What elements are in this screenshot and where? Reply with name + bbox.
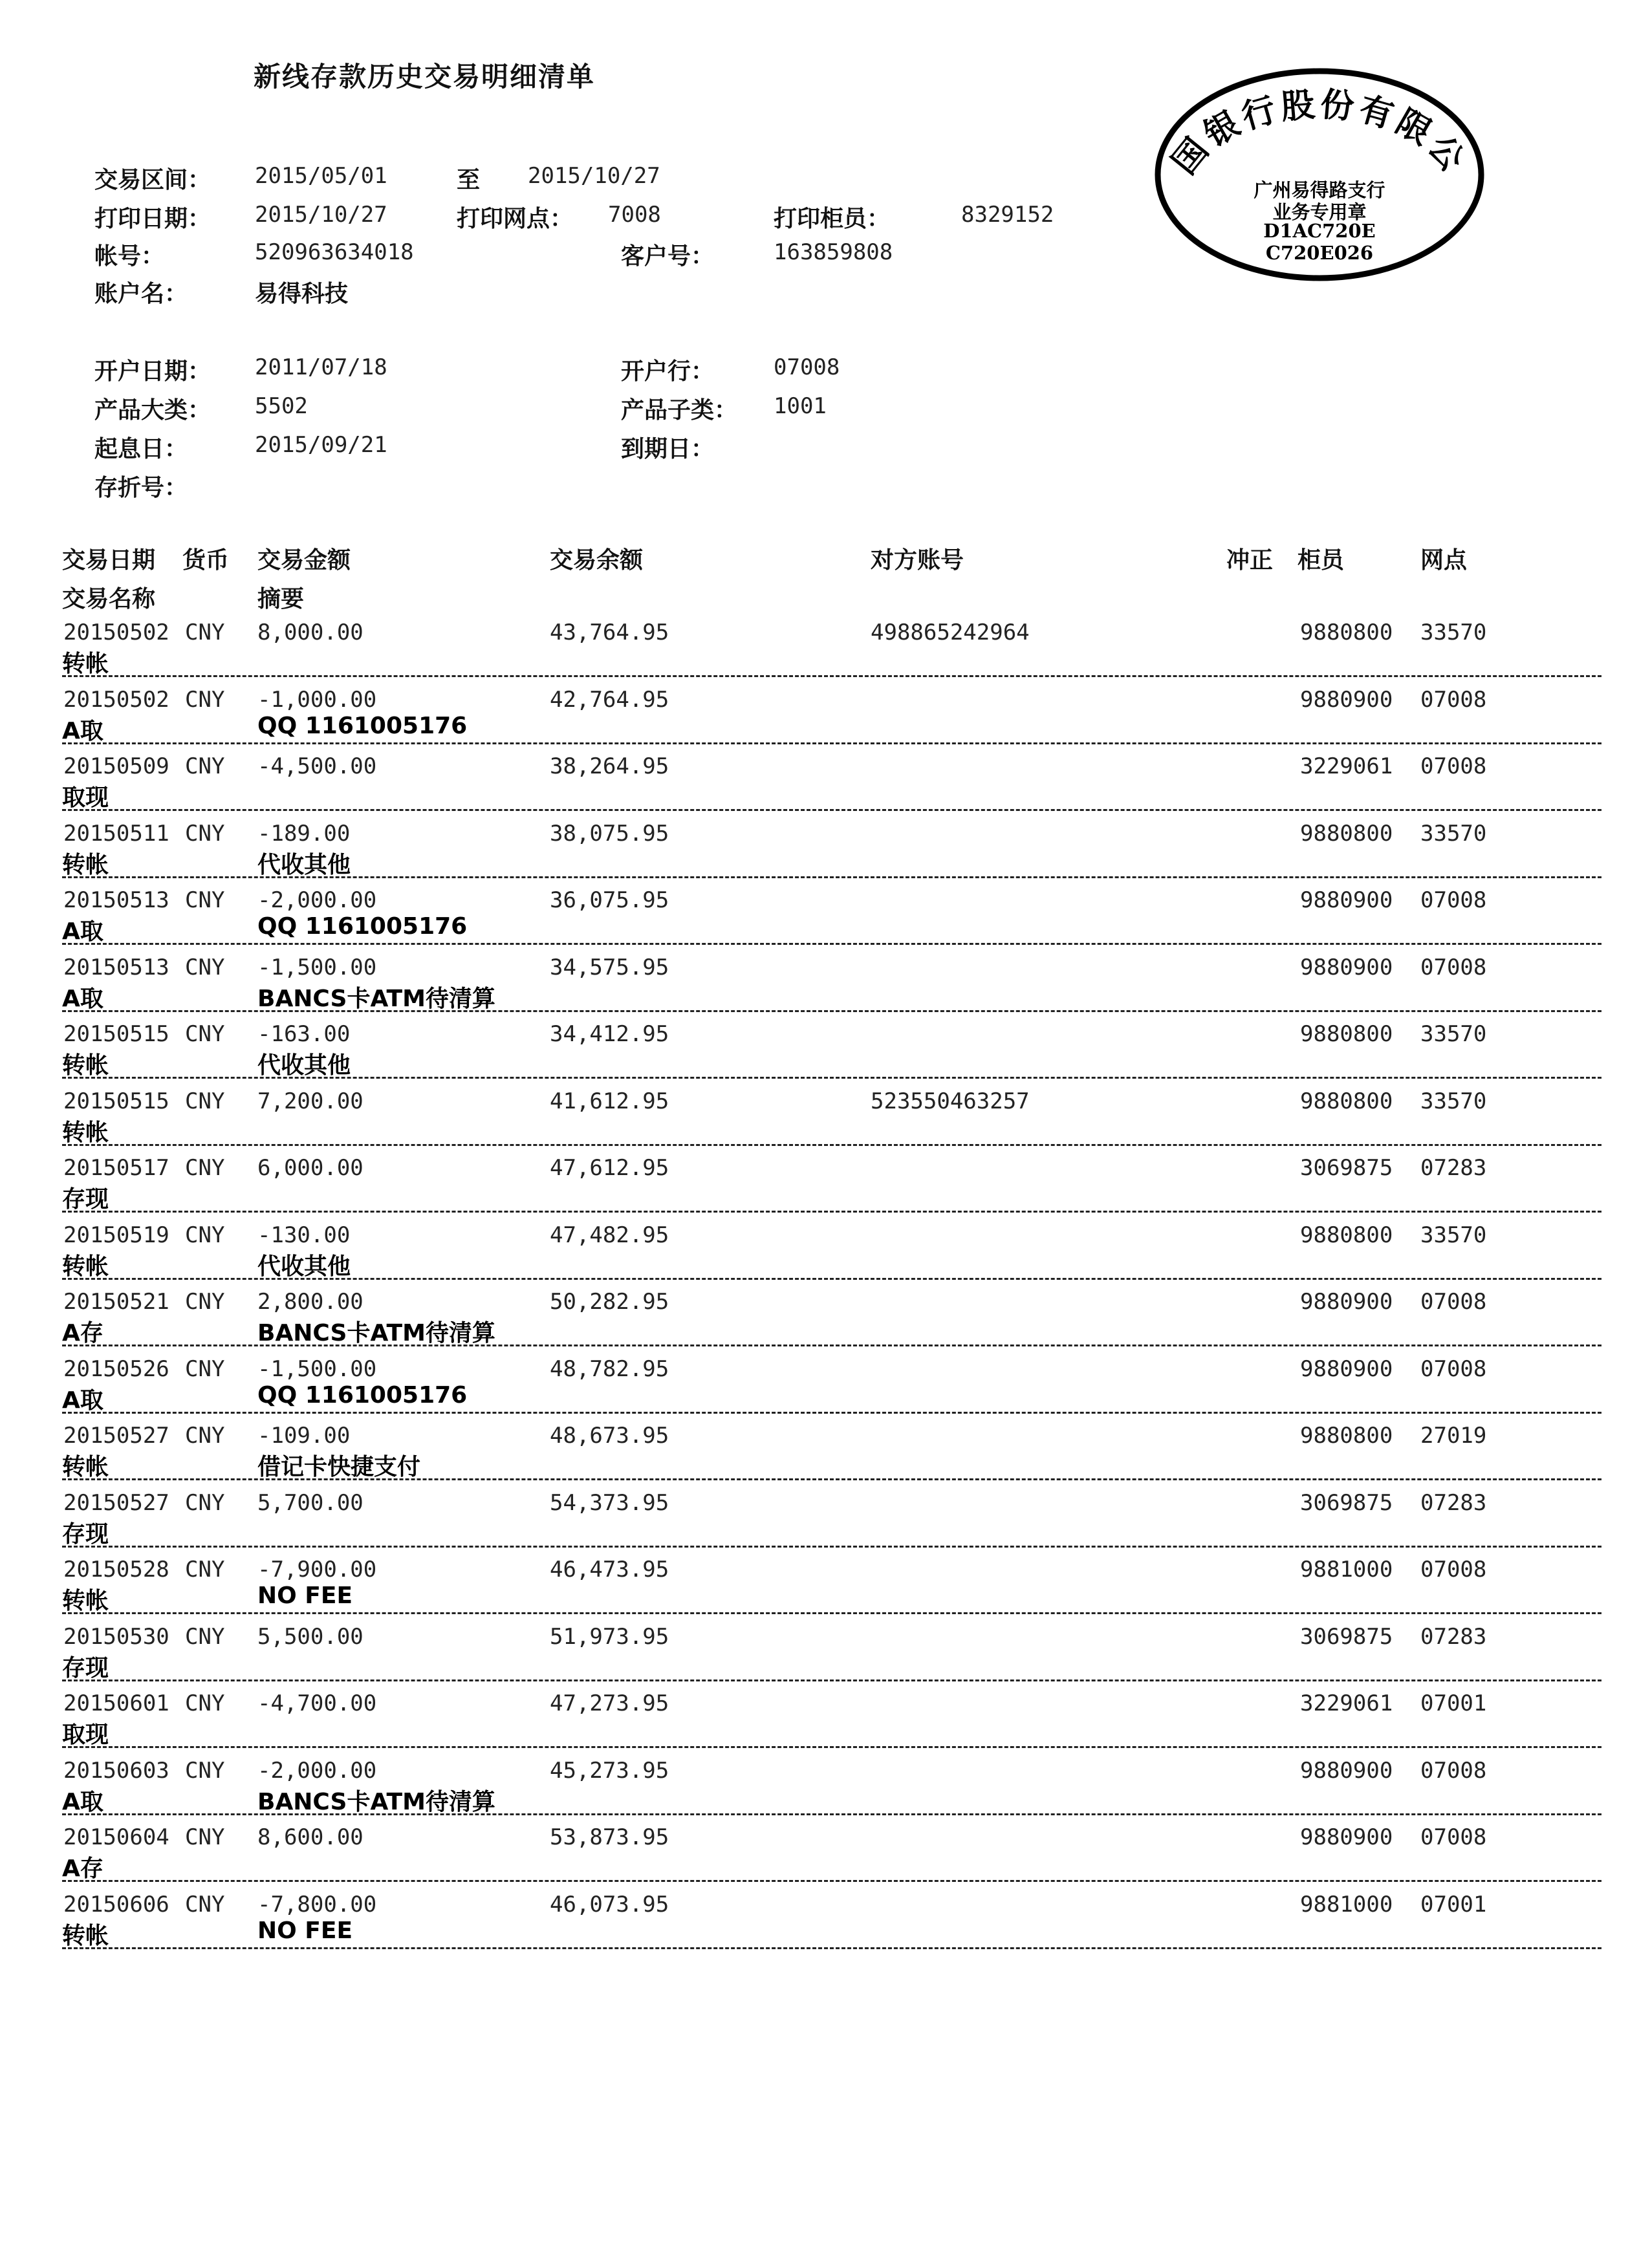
cell-currency: CNY — [185, 1824, 225, 1850]
cell-date: 20150604 — [63, 1824, 169, 1850]
row-divider — [62, 1077, 1601, 1079]
row-divider — [62, 1211, 1601, 1213]
cell-balance: 47,273.95 — [550, 1690, 669, 1716]
cell-balance: 48,782.95 — [550, 1355, 669, 1382]
cell-branch: 07008 — [1420, 686, 1487, 713]
cell-tx-name: 存现 — [62, 1654, 109, 1681]
cell-currency: CNY — [185, 1222, 225, 1248]
cell-balance: 36,075.95 — [550, 887, 669, 913]
cell-amount: -2,000.00 — [257, 1757, 377, 1784]
cell-currency: CNY — [185, 1891, 225, 1917]
cell-date: 20150502 — [63, 620, 169, 645]
cell-currency: CNY — [185, 1423, 225, 1449]
cell-branch: 07008 — [1420, 1355, 1487, 1382]
cell-date: 20150601 — [63, 1690, 169, 1716]
cell-branch: 07283 — [1420, 1489, 1487, 1516]
seal-code-2: C720E026 — [1265, 242, 1374, 264]
account-name-label: 账户名： — [94, 280, 188, 307]
cell-amount: 6,000.00 — [257, 1155, 364, 1181]
cell-summary: BANCS卡ATM待清算 — [257, 985, 495, 1012]
cell-tx-name: 转帐 — [62, 851, 109, 878]
row-divider — [62, 1144, 1601, 1146]
cell-teller: 9880800 — [1300, 820, 1393, 847]
cell-branch: 33570 — [1420, 1021, 1487, 1047]
product-cat-label: 产品大类： — [94, 396, 212, 424]
cell-branch: 07008 — [1420, 1757, 1487, 1784]
customer-no-label: 客户号： — [621, 243, 715, 270]
cell-amount: -1,500.00 — [257, 1355, 377, 1382]
open-bank-label: 开户行： — [621, 358, 715, 385]
cell-currency: CNY — [185, 887, 225, 913]
cell-tx-name: 取现 — [62, 1722, 109, 1748]
cell-teller: 9880900 — [1300, 954, 1393, 980]
open-bank: 07008 — [774, 354, 840, 380]
cell-date: 20150521 — [63, 1289, 169, 1315]
seal-branch-name: 广州易得路支行 — [1254, 179, 1385, 201]
col-teller-header: 柜员 — [1297, 546, 1345, 574]
cell-date: 20150513 — [63, 887, 169, 913]
row-divider — [62, 742, 1601, 744]
table-row — [0, 1150, 1650, 1217]
cell-branch: 07008 — [1420, 954, 1487, 980]
cell-teller: 3069875 — [1300, 1155, 1393, 1181]
seal-code-1: D1AC720E — [1263, 220, 1376, 242]
cell-branch: 07283 — [1420, 1623, 1487, 1650]
cell-balance: 53,873.95 — [550, 1824, 669, 1850]
row-divider — [62, 1813, 1601, 1815]
row-divider — [62, 1546, 1601, 1548]
cell-branch: 07008 — [1420, 753, 1487, 779]
table-row — [0, 1753, 1650, 1820]
table-row — [0, 1886, 1650, 1954]
cell-date: 20150527 — [63, 1423, 169, 1449]
cell-currency: CNY — [185, 1021, 225, 1047]
cell-amount: -4,700.00 — [257, 1690, 377, 1716]
cell-amount: -189.00 — [257, 820, 351, 847]
row-divider — [62, 1278, 1601, 1280]
cell-branch: 07008 — [1420, 887, 1487, 913]
cell-balance: 45,273.95 — [550, 1757, 669, 1784]
cell-tx-name: 转帐 — [62, 651, 109, 677]
cell-balance: 48,673.95 — [550, 1423, 669, 1449]
cell-branch: 33570 — [1420, 820, 1487, 847]
cell-balance: 46,473.95 — [550, 1557, 669, 1582]
cell-summary: 代收其他 — [257, 1052, 351, 1079]
cell-teller: 9880800 — [1300, 1423, 1393, 1449]
cell-balance: 38,264.95 — [550, 753, 669, 779]
table-row — [0, 815, 1650, 883]
print-date: 2015/10/27 — [255, 202, 387, 228]
cell-teller: 9880800 — [1300, 1088, 1393, 1114]
cell-currency: CNY — [185, 1289, 225, 1315]
cell-amount: 5,500.00 — [257, 1623, 364, 1650]
cell-branch: 07008 — [1420, 1824, 1487, 1850]
cell-teller: 9881000 — [1300, 1557, 1393, 1582]
cell-tx-name: 转帐 — [62, 1119, 109, 1146]
cell-balance: 54,373.95 — [550, 1489, 669, 1516]
cell-summary: 借记卡快捷支付 — [257, 1454, 421, 1480]
cell-currency: CNY — [185, 620, 225, 645]
cell-counterparty: 523550463257 — [871, 1088, 1030, 1114]
cell-summary: NO FEE — [257, 1582, 353, 1609]
cell-balance: 47,612.95 — [550, 1155, 669, 1181]
cell-tx-name: 存现 — [62, 1186, 109, 1213]
cell-branch: 07283 — [1420, 1155, 1487, 1181]
account-name: 易得科技 — [255, 280, 349, 307]
cell-tx-name: A取 — [62, 985, 103, 1012]
print-teller: 8329152 — [961, 202, 1054, 228]
cell-currency: CNY — [185, 1355, 225, 1382]
cell-tx-name: A取 — [62, 1387, 103, 1414]
cell-branch: 07008 — [1420, 1557, 1487, 1582]
cell-branch: 33570 — [1420, 620, 1487, 645]
product-cat: 5502 — [255, 393, 308, 419]
row-divider — [62, 876, 1601, 878]
document-title: 新线存款历史交易明细清单 — [254, 61, 596, 92]
print-date-label: 打印日期： — [94, 205, 212, 232]
seal-ring-text: 国银行股份有限公 — [1164, 84, 1475, 182]
cell-balance: 51,973.95 — [550, 1623, 669, 1650]
cell-date: 20150515 — [63, 1021, 169, 1047]
cell-date: 20150517 — [63, 1155, 169, 1181]
cell-counterparty: 498865242964 — [871, 620, 1030, 645]
open-date: 2011/07/18 — [255, 354, 387, 380]
range-label: 交易区间： — [94, 166, 212, 193]
account-no: 520963634018 — [255, 239, 414, 265]
cell-summary: QQ 1161005176 — [257, 913, 468, 940]
cell-amount: -163.00 — [257, 1021, 351, 1047]
cell-branch: 27019 — [1420, 1423, 1487, 1449]
table-row — [0, 1083, 1650, 1150]
print-branch-label: 打印网点： — [457, 205, 574, 232]
product-sub-label: 产品子类： — [621, 396, 738, 424]
cell-tx-name: 取现 — [62, 784, 109, 811]
cell-teller: 3069875 — [1300, 1489, 1393, 1516]
cell-currency: CNY — [185, 820, 225, 847]
table-row — [0, 1016, 1650, 1083]
cell-date: 20150528 — [63, 1557, 169, 1582]
cell-tx-name: 转帐 — [62, 1922, 109, 1949]
table-row — [0, 748, 1650, 815]
seal-purpose: 业务专用章 — [1272, 201, 1367, 223]
cell-amount: -1,000.00 — [257, 686, 377, 713]
cell-balance: 38,075.95 — [550, 820, 669, 847]
cell-teller: 9880800 — [1300, 1021, 1393, 1047]
table-row — [0, 1217, 1650, 1284]
cell-currency: CNY — [185, 1489, 225, 1516]
cell-branch: 33570 — [1420, 1088, 1487, 1114]
cell-tx-name: A存 — [62, 1320, 103, 1346]
cell-summary: QQ 1161005176 — [257, 1381, 468, 1409]
cell-summary: 代收其他 — [257, 1253, 351, 1280]
cell-currency: CNY — [185, 954, 225, 980]
table-row — [0, 1819, 1650, 1886]
col-balance-header: 交易余额 — [550, 546, 644, 574]
table-row — [0, 1418, 1650, 1485]
value-date-label: 起息日： — [94, 435, 188, 462]
cell-currency: CNY — [185, 1623, 225, 1650]
cell-date: 20150509 — [63, 753, 169, 779]
print-teller-label: 打印柜员： — [774, 205, 891, 232]
cell-date: 20150603 — [63, 1757, 169, 1784]
cell-branch: 33570 — [1420, 1222, 1487, 1248]
row-divider — [62, 1746, 1601, 1748]
row-divider — [62, 943, 1601, 945]
cell-balance: 47,482.95 — [550, 1222, 669, 1248]
cell-teller: 9880800 — [1300, 1222, 1393, 1248]
cell-teller: 9880900 — [1300, 887, 1393, 913]
cell-tx-name: 转帐 — [62, 1588, 109, 1614]
cell-summary: NO FEE — [257, 1917, 353, 1944]
cell-balance: 34,575.95 — [550, 954, 669, 980]
cell-currency: CNY — [185, 1155, 225, 1181]
cell-currency: CNY — [185, 686, 225, 713]
table-row — [0, 882, 1650, 949]
cell-date: 20150513 — [63, 954, 169, 980]
row-divider — [62, 1345, 1601, 1346]
range-from: 2015/05/01 — [255, 163, 387, 189]
cell-teller: 9880800 — [1300, 620, 1393, 645]
cell-teller: 3229061 — [1300, 1690, 1393, 1716]
row-divider — [62, 1679, 1601, 1681]
cell-balance: 42,764.95 — [550, 686, 669, 713]
table-row — [0, 1619, 1650, 1686]
cell-balance: 43,764.95 — [550, 620, 669, 645]
account-no-label: 帐号： — [94, 243, 165, 270]
cell-amount: -1,500.00 — [257, 954, 377, 980]
cell-branch: 07001 — [1420, 1690, 1487, 1716]
cell-currency: CNY — [185, 753, 225, 779]
row-divider — [62, 1947, 1601, 1949]
col-currency-header: 货币 — [182, 546, 230, 574]
cell-balance: 50,282.95 — [550, 1289, 669, 1315]
cell-date: 20150526 — [63, 1355, 169, 1382]
cell-tx-name: A取 — [62, 717, 103, 744]
table-row — [0, 1284, 1650, 1351]
table-row — [0, 949, 1650, 1017]
passbook-label: 存折号： — [94, 474, 188, 501]
cell-teller: 9880900 — [1300, 1289, 1393, 1315]
cell-date: 20150511 — [63, 820, 169, 847]
cell-teller: 9880900 — [1300, 1355, 1393, 1382]
cell-summary: BANCS卡ATM待清算 — [257, 1320, 495, 1346]
cell-date: 20150515 — [63, 1088, 169, 1114]
col-counterparty-header: 对方账号 — [871, 546, 964, 574]
row-divider — [62, 1612, 1601, 1614]
table-row — [0, 1685, 1650, 1753]
cell-amount: -109.00 — [257, 1423, 351, 1449]
cell-summary: BANCS卡ATM待清算 — [257, 1788, 495, 1815]
range-to-label: 至 — [457, 166, 481, 193]
table-row — [0, 682, 1650, 749]
table-row — [0, 1485, 1650, 1552]
cell-currency: CNY — [185, 1757, 225, 1784]
cell-amount: -2,000.00 — [257, 887, 377, 913]
cell-amount: -7,900.00 — [257, 1557, 377, 1582]
table-row — [0, 1551, 1650, 1619]
cell-tx-name: 存现 — [62, 1520, 109, 1548]
cell-tx-name: A取 — [62, 1788, 103, 1815]
cell-tx-name: A存 — [62, 1855, 103, 1882]
col-amount-header: 交易金额 — [257, 546, 351, 574]
cell-amount: 2,800.00 — [257, 1289, 364, 1315]
svg-text:中国银行股份有限公司 — [1151, 65, 1475, 182]
cell-tx-name: 转帐 — [62, 1454, 109, 1480]
product-sub: 1001 — [774, 393, 827, 419]
cell-balance: 46,073.95 — [550, 1891, 669, 1917]
cell-teller: 3069875 — [1300, 1623, 1393, 1650]
cell-date: 20150502 — [63, 686, 169, 713]
cell-amount: -130.00 — [257, 1222, 351, 1248]
table-row — [0, 614, 1650, 682]
cell-teller: 9880900 — [1300, 1824, 1393, 1850]
cell-balance: 34,412.95 — [550, 1021, 669, 1047]
cell-teller: 9880900 — [1300, 686, 1393, 713]
cell-branch: 07008 — [1420, 1289, 1487, 1315]
row-divider — [62, 1880, 1601, 1882]
cell-tx-name: 转帐 — [62, 1253, 109, 1280]
print-branch: 7008 — [608, 202, 661, 228]
value-date: 2015/09/21 — [255, 432, 387, 458]
cell-branch: 07001 — [1420, 1891, 1487, 1917]
cell-amount: 8,600.00 — [257, 1824, 364, 1850]
cell-tx-name: 转帐 — [62, 1052, 109, 1079]
customer-no: 163859808 — [774, 239, 893, 265]
cell-amount: 5,700.00 — [257, 1489, 364, 1516]
row-divider — [62, 675, 1601, 677]
row-divider — [62, 1412, 1601, 1414]
cell-teller: 9881000 — [1300, 1891, 1393, 1917]
open-date-label: 开户日期： — [94, 358, 212, 385]
table-row — [0, 1351, 1650, 1418]
col-reversal-header: 冲正 — [1226, 546, 1274, 574]
cell-amount: -4,500.00 — [257, 753, 377, 779]
cell-date: 20150606 — [63, 1891, 169, 1917]
row-divider — [62, 1010, 1601, 1012]
cell-amount: 7,200.00 — [257, 1088, 364, 1114]
cell-currency: CNY — [185, 1557, 225, 1582]
cell-date: 20150530 — [63, 1623, 169, 1650]
cell-teller: 3229061 — [1300, 753, 1393, 779]
col-branch-header: 网点 — [1420, 546, 1468, 574]
cell-date: 20150519 — [63, 1222, 169, 1248]
cell-date: 20150527 — [63, 1489, 169, 1516]
cell-currency: CNY — [185, 1690, 225, 1716]
cell-currency: CNY — [185, 1088, 225, 1114]
cell-summary: QQ 1161005176 — [257, 712, 468, 739]
maturity-label: 到期日： — [621, 435, 715, 462]
row-divider — [62, 1478, 1601, 1480]
cell-tx-name: A取 — [62, 918, 103, 945]
range-to: 2015/10/27 — [528, 163, 660, 189]
cell-amount: -7,800.00 — [257, 1891, 377, 1917]
bank-seal-stamp — [1151, 65, 1488, 285]
col-date-header: 交易日期 — [62, 546, 156, 574]
col-name-header: 交易名称 — [62, 585, 156, 612]
cell-summary: 代收其他 — [257, 851, 351, 878]
cell-amount: 8,000.00 — [257, 620, 364, 645]
col-summary-header: 摘要 — [257, 585, 305, 612]
cell-balance: 41,612.95 — [550, 1088, 669, 1114]
row-divider — [62, 809, 1601, 811]
cell-teller: 9880900 — [1300, 1757, 1393, 1784]
